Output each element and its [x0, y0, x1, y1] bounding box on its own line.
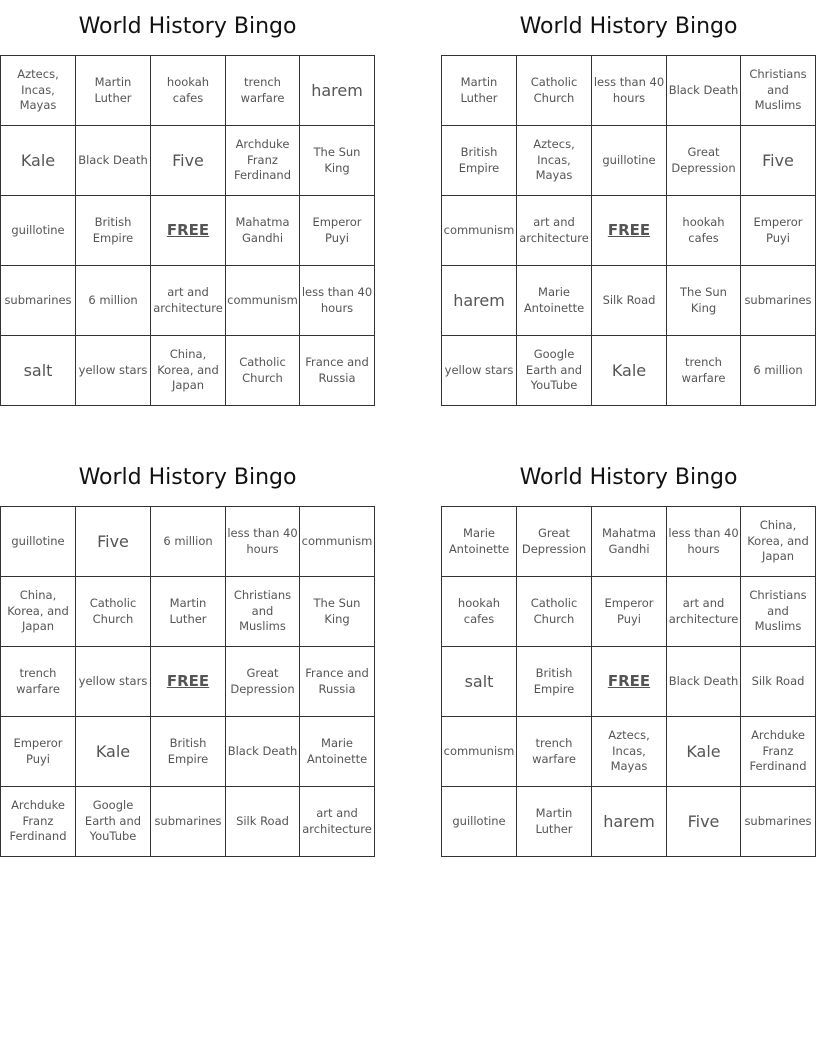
bingo-cell: submarines — [1, 266, 76, 336]
bingo-cell: art and architecture — [300, 787, 375, 857]
bingo-cell: Mahatma Gandhi — [592, 507, 667, 577]
bingo-cell: Catholic Church — [517, 577, 592, 647]
bingo-cell: Great Depression — [226, 647, 300, 717]
bingo-cell: The Sun King — [667, 266, 741, 336]
bingo-cell: art and architecture — [151, 266, 226, 336]
bingo-cell: hookah cafes — [442, 577, 517, 647]
bingo-cell: The Sun King — [300, 577, 375, 647]
bingo-cell: Christians and Muslims — [226, 577, 300, 647]
bingo-cell: communism — [226, 266, 300, 336]
bingo-cell: guillotine — [1, 196, 76, 266]
bingo-cell: Silk Road — [592, 266, 667, 336]
free-space-cell: FREE — [151, 647, 226, 717]
bingo-cell: Martin Luther — [151, 577, 226, 647]
bingo-cell: Archduke Franz Ferdinand — [226, 126, 300, 196]
bingo-cell: communism — [442, 717, 517, 787]
free-space-cell: FREE — [592, 196, 667, 266]
bingo-cell: yellow stars — [76, 336, 151, 406]
bingo-cell: salt — [1, 336, 76, 406]
bingo-cell: France and Russia — [300, 336, 375, 406]
bingo-cell: Five — [76, 507, 151, 577]
card-title: World History Bingo — [78, 14, 297, 39]
bingo-cell: Emperor Puyi — [300, 196, 375, 266]
bingo-cell: Great Depression — [667, 126, 741, 196]
bingo-cell: 6 million — [76, 266, 151, 336]
bingo-grid — [441, 55, 816, 406]
bingo-cell: Archduke Franz Ferdinand — [1, 787, 76, 857]
bingo-cell: trench warfare — [226, 56, 300, 126]
bingo-cell: submarines — [741, 266, 816, 336]
bingo-cell: China, Korea, and Japan — [1, 577, 76, 647]
bingo-cell: hookah cafes — [667, 196, 741, 266]
bingo-cell: salt — [442, 647, 517, 717]
bingo-cell: Archduke Franz Ferdinand — [741, 717, 816, 787]
card-title: World History Bingo — [519, 465, 738, 490]
bingo-cell: Aztecs, Incas, Mayas — [517, 126, 592, 196]
bingo-cell: Emperor Puyi — [1, 717, 76, 787]
bingo-cell: guillotine — [442, 787, 517, 857]
bingo-cell: China, Korea, and Japan — [741, 507, 816, 577]
bingo-cell: Five — [151, 126, 226, 196]
bingo-cell: The Sun King — [300, 126, 375, 196]
bingo-cell: Black Death — [226, 717, 300, 787]
bingo-cell: less than 40 hours — [592, 56, 667, 126]
bingo-cell: 6 million — [151, 507, 226, 577]
bingo-cell: Marie Antoinette — [442, 507, 517, 577]
bingo-cell: less than 40 hours — [667, 507, 741, 577]
bingo-cell: Great Depression — [517, 507, 592, 577]
bingo-cell: British Empire — [76, 196, 151, 266]
bingo-cell: less than 40 hours — [300, 266, 375, 336]
card-title: World History Bingo — [519, 14, 738, 39]
bingo-cell: Mahatma Gandhi — [226, 196, 300, 266]
bingo-cell: Marie Antoinette — [300, 717, 375, 787]
bingo-cell: harem — [300, 56, 375, 126]
bingo-cell: Kale — [1, 126, 76, 196]
bingo-cell: France and Russia — [300, 647, 375, 717]
bingo-cell: communism — [300, 507, 375, 577]
bingo-cell: Five — [667, 787, 741, 857]
bingo-cell: harem — [592, 787, 667, 857]
bingo-cell: Martin Luther — [76, 56, 151, 126]
bingo-grid — [0, 55, 375, 406]
bingo-cell: Silk Road — [741, 647, 816, 717]
bingo-cell: communism — [442, 196, 517, 266]
bingo-cell: Martin Luther — [517, 787, 592, 857]
bingo-cell: Black Death — [667, 647, 741, 717]
bingo-cell: Martin Luther — [442, 56, 517, 126]
free-space-cell: FREE — [592, 647, 667, 717]
bingo-cell: harem — [442, 266, 517, 336]
bingo-cell: yellow stars — [442, 336, 517, 406]
bingo-cell: guillotine — [1, 507, 76, 577]
bingo-cell: British Empire — [442, 126, 517, 196]
bingo-cell: Kale — [667, 717, 741, 787]
bingo-cell: hookah cafes — [151, 56, 226, 126]
bingo-cell: Christians and Muslims — [741, 56, 816, 126]
bingo-cell: China, Korea, and Japan — [151, 336, 226, 406]
bingo-cell: Kale — [592, 336, 667, 406]
bingo-cell: trench warfare — [1, 647, 76, 717]
bingo-cell: submarines — [741, 787, 816, 857]
bingo-cell: art and architecture — [517, 196, 592, 266]
free-space-cell: FREE — [151, 196, 226, 266]
bingo-cell: Catholic Church — [226, 336, 300, 406]
bingo-cell: less than 40 hours — [226, 507, 300, 577]
bingo-cell: submarines — [151, 787, 226, 857]
bingo-cell: Google Earth and YouTube — [76, 787, 151, 857]
bingo-cell: British Empire — [151, 717, 226, 787]
bingo-cell: Emperor Puyi — [741, 196, 816, 266]
bingo-cell: trench warfare — [667, 336, 741, 406]
bingo-cell: 6 million — [741, 336, 816, 406]
bingo-grid — [441, 506, 816, 857]
card-title: World History Bingo — [78, 465, 297, 490]
bingo-cell: Aztecs, Incas, Mayas — [592, 717, 667, 787]
bingo-cell: trench warfare — [517, 717, 592, 787]
bingo-cell: British Empire — [517, 647, 592, 717]
bingo-cell: Google Earth and YouTube — [517, 336, 592, 406]
bingo-cell: Emperor Puyi — [592, 577, 667, 647]
bingo-grid — [0, 506, 375, 857]
bingo-cell: Catholic Church — [517, 56, 592, 126]
bingo-cell: Black Death — [667, 56, 741, 126]
bingo-cell: art and architecture — [667, 577, 741, 647]
bingo-cell: Aztecs, Incas, Mayas — [1, 56, 76, 126]
bingo-cell: Catholic Church — [76, 577, 151, 647]
bingo-cell: guillotine — [592, 126, 667, 196]
bingo-cell: Silk Road — [226, 787, 300, 857]
bingo-cell: Kale — [76, 717, 151, 787]
bingo-cell: Black Death — [76, 126, 151, 196]
bingo-cell: Five — [741, 126, 816, 196]
bingo-cell: Christians and Muslims — [741, 577, 816, 647]
bingo-cell: Marie Antoinette — [517, 266, 592, 336]
bingo-cell: yellow stars — [76, 647, 151, 717]
